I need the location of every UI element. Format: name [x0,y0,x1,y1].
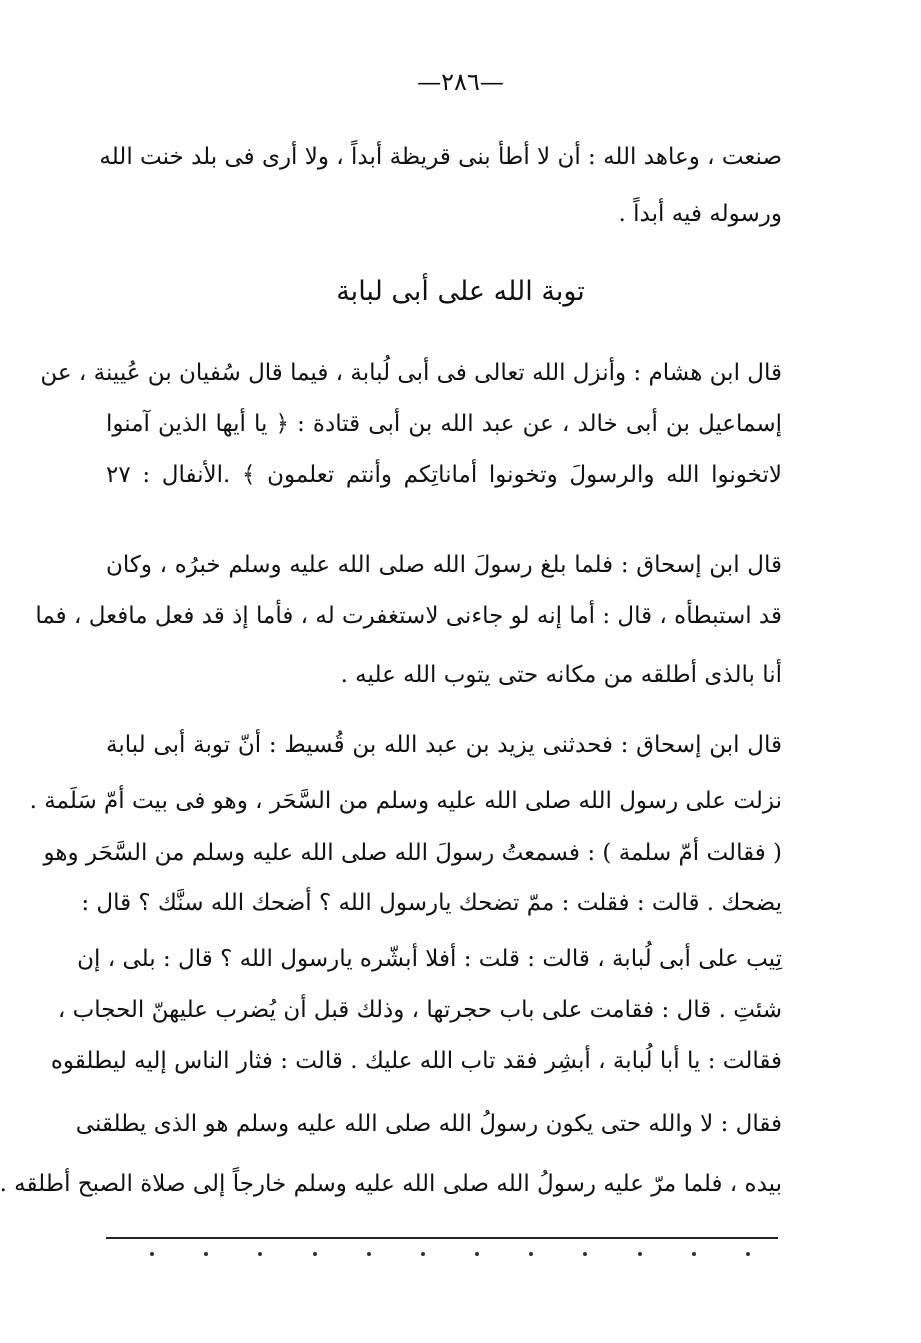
paragraph-line: أنا بالذى أطلقه من مكانه حتى يتوب الله عليه . [340,662,782,688]
footer-dot [583,1252,587,1256]
footer-dot [692,1252,696,1256]
footer-dot [313,1252,317,1256]
paragraph-line: إسماعيل بن أبى خالد ، عن عبد الله بن أبى قتادة : ﴿ يا أيها الذين آمنوا [106,411,782,437]
page-number: —٢٨٦— [417,68,504,96]
footer-rule [106,1237,778,1239]
paragraph-line: لاتخونوا الله والرسولَ وتخونوا أماناتِكم وأنتم تعلمون ﴾ .الأنفال : ٢٧ [106,462,782,488]
paragraph-line: فقالت : يا أبا لُبابة ، أبشِر فقد تاب الله عليك . قالت : فثار الناس إليه ليطلقوه [50,1048,782,1074]
footer-dot [150,1252,154,1256]
section-heading: توبة الله على أبى لبابة [336,276,585,307]
intro-line: صنعت ، وعاهد الله : أن لا أطأ بنى قريظة أبداً ، ولا أرى فى بلد خنت الله [99,144,782,170]
footer-dot [746,1252,750,1256]
paragraph-line: قال ابن إسحاق : فحدثنى يزيد بن عبد الله بن قُسيط : أنّ توبة أبى لبابة [106,732,782,758]
footer-dot [421,1252,425,1256]
paragraph-line: قال ابن هشام : وأنزل الله تعالى فى أبى لُبابة ، فيما قال سُفيان بن عُيينة ، عن [40,360,782,386]
footer-dot [204,1252,208,1256]
paragraph-line: يضحك . قالت : فقلت : ممّ تضحك يارسول الله ؟ أضحك الله سنَّك ؟ قال : [81,890,782,916]
footer-dot [475,1252,479,1256]
footer-dots [150,1252,750,1256]
paragraph-line: شئتِ . قال : فقامت على باب حجرتها ، وذلك قبل أن يُضرب عليهنّ الحجاب ، [57,997,782,1023]
footer-dot [367,1252,371,1256]
footer-dot [638,1252,642,1256]
paragraph-line: ( فقالت أمّ سلمة ) : فسمعتُ رسولَ الله صلى الله عليه وسلم من السَّحَر وهو [43,840,782,866]
paragraph-line: تِيب على أبى لُبابة ، قالت : قلت : أفلا أبشّره يارسول الله ؟ قال : بلى ، إن [77,946,782,972]
footer-dot [529,1252,533,1256]
paragraph-line: فقال : لا والله حتى يكون رسولُ الله صلى الله عليه وسلم هو الذى يطلقنى [75,1111,782,1137]
paragraph-line: بيده ، فلما مرّ عليه رسولُ الله صلى الله عليه وسلم خارجاً إلى صلاة الصبح أطلقه . [0,1171,782,1197]
intro-line: ورسوله فيه أبداً . [618,201,782,227]
paragraph-line: نزلت على رسول الله صلى الله عليه وسلم من السَّحَر ، وهو فى بيت أمّ سَلَمة . [29,788,782,814]
footer-dot [258,1252,262,1256]
paragraph-line: قد استبطأه ، قال : أما إنه لو جاءنى لاستغفرت له ، فأما إذ قد فعل مافعل ، فما [35,603,782,629]
paragraph-line: قال ابن إسحاق : فلما بلغ رسولَ الله صلى الله عليه وسلم خبرُه ، وكان [106,552,782,578]
